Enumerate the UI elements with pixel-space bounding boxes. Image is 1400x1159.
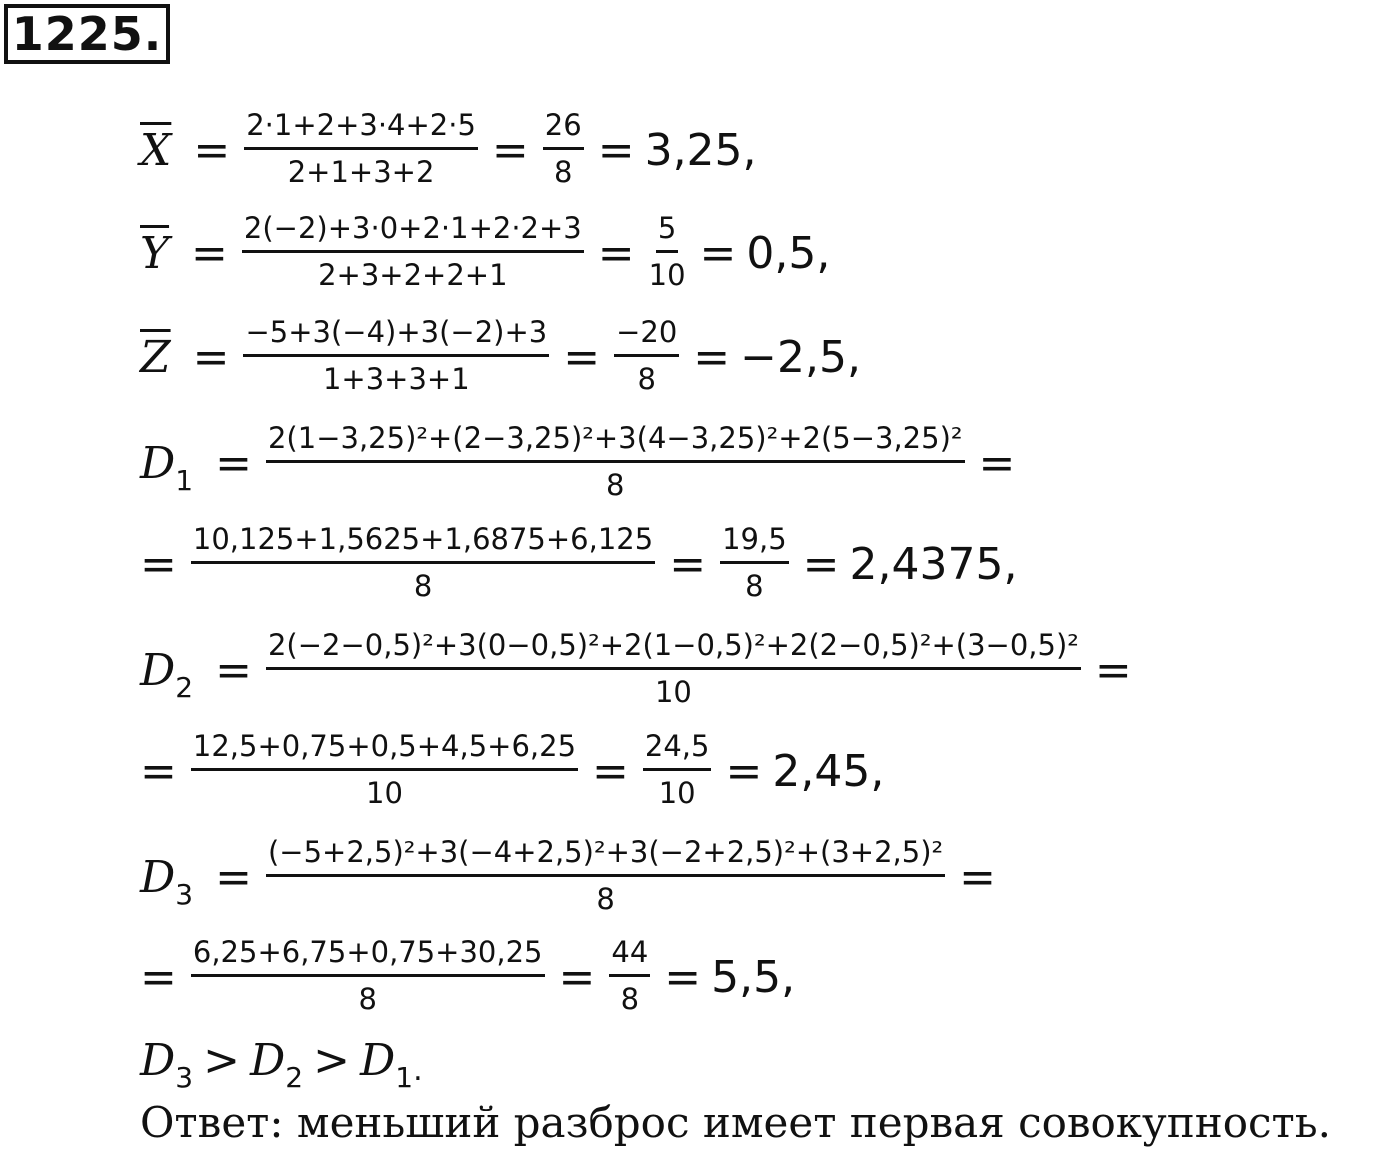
variance-d1-result: 2,4375,: [849, 538, 1018, 590]
mean-z-symbol: $\overline{Z}$: [140, 331, 171, 383]
mean-x-result: 3,25,: [644, 124, 757, 176]
mean-z-result: −2,5,: [740, 331, 861, 383]
variance-d3-symbol: D 3: [140, 851, 194, 911]
mean-x-symbol: $\overline{X}$: [140, 124, 172, 176]
fraction: $\frac{19,5}{8}$: [722, 521, 787, 603]
fraction: $\frac{26}{8}$: [544, 107, 582, 189]
fraction: $\frac{2(-2)+3\cdot 0+2\cdot 1+2\cdot 2+3}{2+3+2+2+1}$: [243, 210, 582, 292]
variance-d1-symbol: D 1: [140, 437, 194, 497]
fraction: $\frac{10,125+1,5625+1,6875+6,125}{8}$: [192, 521, 654, 603]
fraction: $\frac{\text{2(−2−0,5)²+3(0−0,5)²+2(1−0,5)²+2(2−0,5)²+(3−0,5)²}}{10}$: [267, 627, 1079, 709]
fraction: $\frac{\text{2(1−3,25)²+(2−3,25)²+3(4−3,25)²+2(5−3,25)²}}{8}$: [267, 420, 963, 502]
fraction: $\frac{24,5}{10}$: [644, 728, 710, 810]
problem-number: 1225.: [4, 4, 170, 64]
mean-y-symbol: $\overline{Y}$: [140, 227, 170, 279]
answer-text: Ответ: меньший разброс имеет первая совокупность.: [140, 1098, 1332, 1147]
fraction: $\frac{-5+3(-4)+3(-2)+3}{1+3+3+1}$: [245, 314, 548, 396]
variance-d2-symbol: D 2: [140, 644, 194, 704]
fraction: $\frac{5}{10}$: [648, 210, 686, 292]
fraction: $\frac{2\cdot 1+2+3\cdot 4+2\cdot 5}{2+1+3+2}$: [246, 107, 476, 189]
fraction: $\frac{\text{(−5+2,5)²+3(−4+2,5)²+3(−2+2,5)²+(3+2,5)²}}{8}$: [267, 834, 944, 916]
variance-d3-result: 5,5,: [711, 951, 796, 1003]
mean-y-result: 0,5,: [746, 227, 831, 279]
variance-d2-result: 2,45,: [772, 745, 885, 797]
fraction: $\frac{-20}{8}$: [616, 314, 678, 396]
fraction: $\frac{12,5+0,75+0,5+4,5+6,25}{10}$: [192, 728, 577, 810]
fraction: $\frac{44}{8}$: [611, 934, 649, 1016]
fraction: $\frac{6,25+6,75+0,75+30,25}{8}$: [192, 934, 543, 1016]
